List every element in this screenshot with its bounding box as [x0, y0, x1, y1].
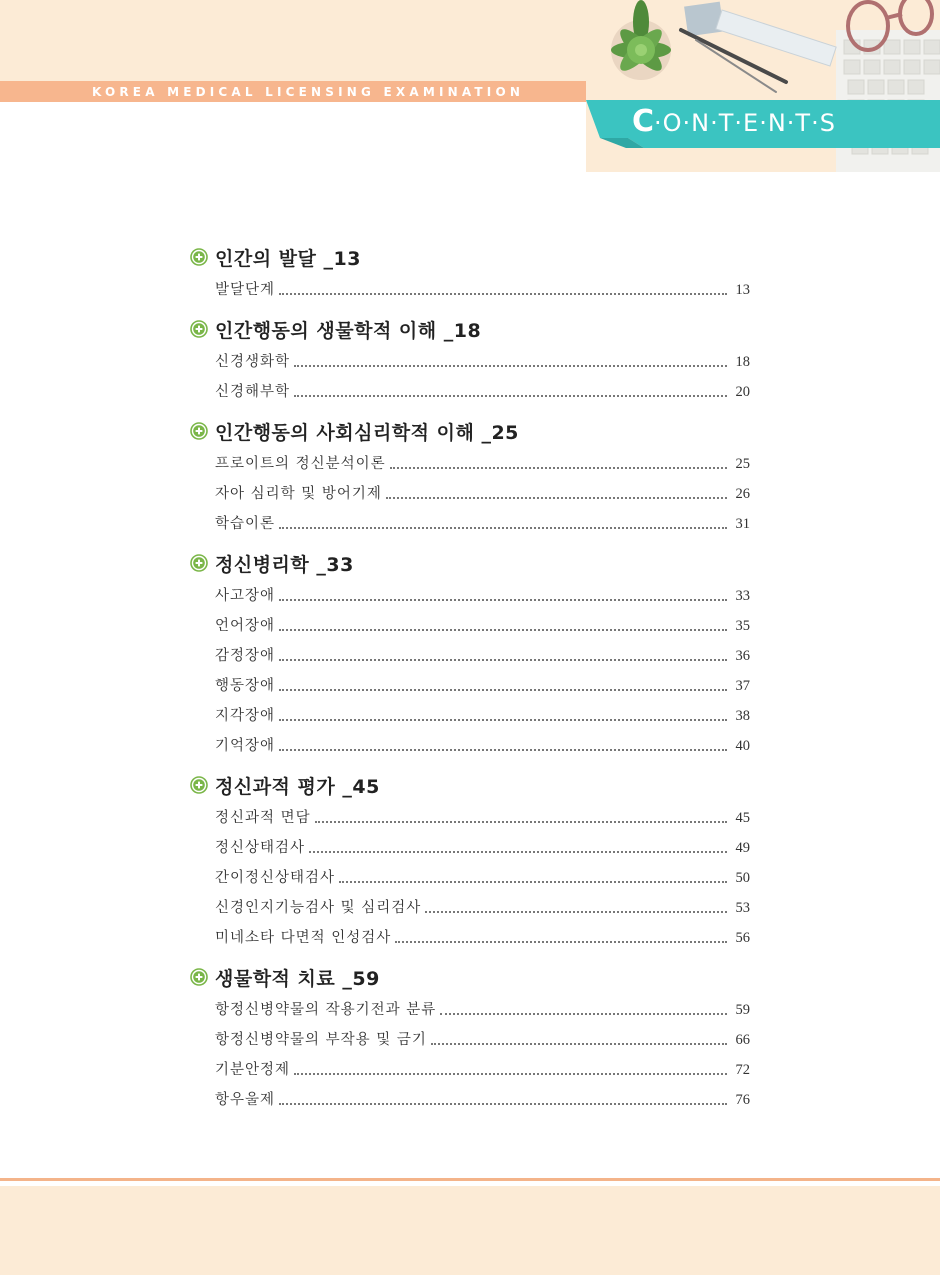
toc-section-heading[interactable]: [190, 768, 750, 802]
page-footer: [0, 1186, 940, 1275]
toc-entry[interactable]: [215, 346, 750, 376]
toc-entry-label: 프로이트의 정신분석이론: [215, 456, 386, 472]
toc-entry-label: 신경생화학: [215, 354, 291, 370]
contents-title-first: C: [632, 104, 655, 139]
toc-entry[interactable]: [215, 640, 750, 670]
toc-entry[interactable]: [215, 610, 750, 640]
toc-entry-page: 66: [735, 1032, 750, 1048]
contents-title: [632, 104, 836, 140]
toc-entry-page: 56: [735, 930, 750, 946]
toc-entry-label: 항정신병약물의 작용기전과 분류: [215, 1002, 437, 1018]
section-spacer: [190, 760, 750, 768]
dot-leader: [279, 599, 727, 601]
toc-entry-page: 33: [735, 588, 750, 604]
toc-section-heading[interactable]: [190, 240, 750, 274]
table-of-contents: [190, 240, 750, 1122]
toc-entry[interactable]: [215, 730, 750, 760]
dot-leader: [279, 659, 727, 661]
dot-leader: [294, 395, 727, 397]
toc-entry-page: 49: [735, 840, 750, 856]
toc-entry-label: 기분안정제: [215, 1062, 291, 1078]
plus-circle-icon: [190, 422, 208, 440]
toc-entry-page: 31: [735, 516, 750, 532]
dot-leader: [395, 941, 727, 943]
toc-entry[interactable]: [215, 922, 750, 952]
toc-entry-page: 18: [735, 354, 750, 370]
plus-circle-icon: [190, 554, 208, 572]
toc-section-heading[interactable]: [190, 414, 750, 448]
toc-entry[interactable]: [215, 448, 750, 478]
dot-leader: [386, 497, 727, 499]
toc-entry[interactable]: [215, 274, 750, 304]
section-spacer: [190, 406, 750, 414]
toc-entry-page: 72: [735, 1062, 750, 1078]
toc-section: [190, 414, 750, 546]
toc-entry-label: 신경인지기능검사 및 심리검사: [215, 900, 422, 916]
toc-entry-page: 26: [735, 486, 750, 502]
toc-entry-page: 59: [735, 1002, 750, 1018]
section-spacer: [190, 304, 750, 312]
plus-circle-icon: [190, 776, 208, 794]
toc-entry-label: 발달단계: [215, 282, 276, 298]
toc-section-title: 정신과적 평가 _45: [215, 775, 380, 798]
toc-section-title: 인간의 발달 _13: [215, 247, 361, 270]
section-spacer: [190, 952, 750, 960]
dot-leader: [279, 749, 727, 751]
plus-circle-icon: [190, 248, 208, 266]
dot-leader: [309, 851, 727, 853]
dot-leader: [315, 821, 727, 823]
toc-section: [190, 312, 750, 414]
toc-entry-page: 37: [735, 678, 750, 694]
contents-title-rest: ·O·N·T·E·N·T·S: [654, 109, 836, 137]
dot-leader: [279, 689, 727, 691]
section-spacer: [190, 538, 750, 546]
toc-entry[interactable]: [215, 508, 750, 538]
exam-label: KOREA MEDICAL LICENSING EXAMINATION: [92, 85, 525, 99]
dot-leader: [440, 1013, 727, 1015]
dot-leader: [339, 881, 727, 883]
toc-entry-label: 사고장애: [215, 588, 276, 604]
toc-entry[interactable]: [215, 670, 750, 700]
toc-entry-label: 기억장애: [215, 738, 276, 754]
dot-leader: [425, 911, 727, 913]
toc-entry[interactable]: [215, 802, 750, 832]
dot-leader: [390, 467, 727, 469]
toc-entry[interactable]: [215, 1054, 750, 1084]
toc-section: [190, 546, 750, 768]
toc-section-heading[interactable]: [190, 312, 750, 346]
toc-entry-page: 45: [735, 810, 750, 826]
toc-entry-label: 감정장애: [215, 648, 276, 664]
toc-entry-page: 36: [735, 648, 750, 664]
dot-leader: [279, 527, 727, 529]
toc-entry-page: 40: [735, 738, 750, 754]
dot-leader: [279, 629, 727, 631]
toc-entry-page: 76: [735, 1092, 750, 1108]
toc-entry-page: 25: [735, 456, 750, 472]
toc-entry-label: 자아 심리학 및 방어기제: [215, 486, 382, 502]
toc-entry[interactable]: [215, 1084, 750, 1114]
toc-entry-label: 지각장애: [215, 708, 276, 724]
toc-entry[interactable]: [215, 1024, 750, 1054]
toc-entry-label: 정신과적 면담: [215, 810, 311, 826]
toc-section-title: 인간행동의 사회심리학적 이해 _25: [215, 421, 519, 444]
toc-section: [190, 240, 750, 312]
toc-section: [190, 960, 750, 1122]
toc-section-title: 인간행동의 생물학적 이해 _18: [215, 319, 482, 342]
toc-section-heading[interactable]: [190, 546, 750, 580]
dot-leader: [279, 719, 727, 721]
toc-entry-page: 20: [735, 384, 750, 400]
dot-leader: [294, 1073, 727, 1075]
toc-entry-page: 35: [735, 618, 750, 634]
toc-entry-label: 학습이론: [215, 516, 276, 532]
toc-entry-label: 항정신병약물의 부작용 및 금기: [215, 1032, 427, 1048]
toc-entry-label: 신경해부학: [215, 384, 291, 400]
toc-entry[interactable]: [215, 994, 750, 1024]
dot-leader: [279, 1103, 727, 1105]
toc-entry-label: 미네소타 다면적 인성검사: [215, 930, 392, 946]
dot-leader: [279, 293, 727, 295]
desk-illustration: [586, 0, 940, 172]
toc-entry-label: 항우울제: [215, 1092, 276, 1108]
toc-entry-page: 13: [735, 282, 750, 298]
toc-entry-label: 정신상태검사: [215, 840, 306, 856]
toc-entry[interactable]: [215, 376, 750, 406]
toc-entry[interactable]: [215, 478, 750, 508]
plus-circle-icon: [190, 968, 208, 986]
toc-section-title: 생물학적 치료 _59: [215, 967, 380, 990]
dot-leader: [294, 365, 727, 367]
toc-section-heading[interactable]: [190, 960, 750, 994]
toc-entry-page: 53: [735, 900, 750, 916]
toc-entry[interactable]: [215, 700, 750, 730]
plus-circle-icon: [190, 320, 208, 338]
toc-entry[interactable]: [215, 892, 750, 922]
footer-rule: [0, 1178, 940, 1181]
toc-section: [190, 768, 750, 960]
toc-entry-label: 간이정신상태검사: [215, 870, 336, 886]
section-spacer: [190, 1114, 750, 1122]
dot-leader: [431, 1043, 727, 1045]
toc-entry[interactable]: [215, 832, 750, 862]
toc-entry-label: 행동장애: [215, 678, 276, 694]
toc-entry-label: 언어장애: [215, 618, 276, 634]
toc-section-title: 정신병리학 _33: [215, 553, 354, 576]
toc-entry-page: 50: [735, 870, 750, 886]
toc-entry-page: 38: [735, 708, 750, 724]
toc-entry[interactable]: [215, 862, 750, 892]
toc-entry[interactable]: [215, 580, 750, 610]
page-header: [0, 0, 940, 172]
